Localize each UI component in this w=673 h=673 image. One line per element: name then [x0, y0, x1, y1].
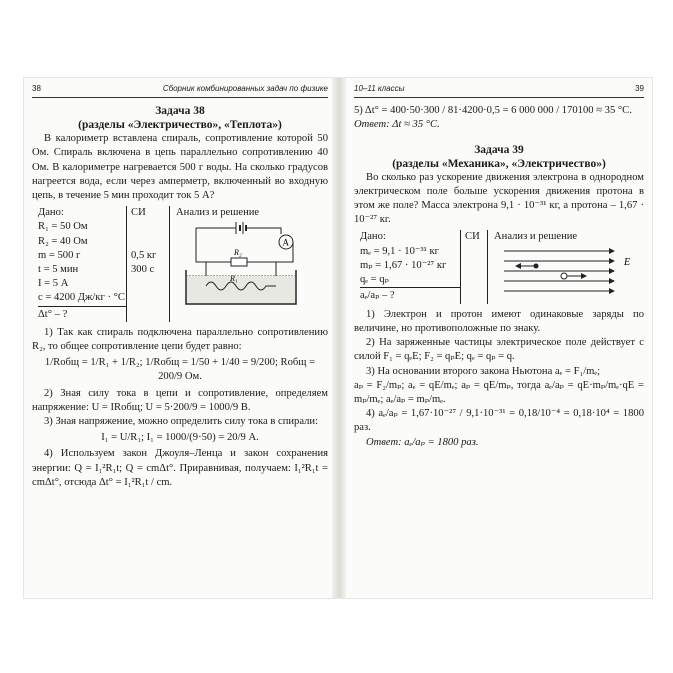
given-item: c = 4200 Дж/кг · °С	[38, 292, 125, 304]
si-header: СИ	[131, 207, 146, 219]
r1-label: R₁	[230, 274, 238, 284]
step-39-4: 4) aₑ/aₚ = 1,67·10⁻²⁷ / 9,1·10⁻³¹ = 0,18/10⁻⁴ = 0,18·10⁴ = 1800 раз.	[354, 408, 644, 434]
given-item: R₂ = 40 Ом	[38, 235, 88, 247]
problem-38-title: Задача 38	[155, 105, 205, 118]
si-item: 300 с	[131, 264, 155, 276]
given-item: qₑ = qₚ	[360, 274, 389, 286]
problem-39-title: Задача 39	[474, 143, 524, 156]
answer-38: Ответ: Δt ≈ 35 °С.	[354, 119, 440, 131]
field-diagram	[494, 245, 644, 299]
step-38-4: 4) Используем закон Джоуля–Ленца и закон сохранения энергии: Q = I₁²R₁t; Q = cmΔt°. Приравнивая, получаем: I₁²R₁t = cmΔt°, отсюда Δt° = I₁²R₁t / cm.	[32, 448, 328, 488]
left-page	[32, 82, 328, 490]
given-item: R₁ = 50 Ом	[38, 221, 88, 233]
step-38-3: 3) Зная напряжение, можно определить силу тока в спирали:	[44, 416, 319, 428]
book-gutter	[332, 78, 346, 598]
circuit-diagram	[176, 220, 326, 308]
analysis-header: Анализ и решение	[176, 207, 260, 219]
problem-38-statement: В калориметр вставлена спираль, сопротивление которой 50 Ом. Спираль включена в цепь параллельно сопротивлению 40 Ом. В калориметре нагревается 500 г воды. На сколько градусов нагреется вода, если через амперметр, включенный во входную цепь, в течение 5 мин проходит ток 5 А?	[32, 133, 328, 202]
left-running-header	[32, 82, 328, 98]
proton-icon	[561, 273, 567, 279]
problem-39-given-table	[354, 230, 644, 303]
given-item: t = 5 мин	[38, 264, 79, 276]
step-38-3-formula: I₁ = U/R₁; I₁ = 1000/(9·50) = 20/9 А.	[101, 432, 259, 444]
step-39-2: 2) На заряженные частицы электрическое поле действует с силой F₁ = qₑE; F₂ = qₚE; qₑ = qₚ = q.	[354, 337, 644, 363]
right-running-header	[354, 82, 644, 98]
step-39-1: 1) Электрон и протон имеют одинаковые заряды по величине, но противоположные по знаку.	[354, 308, 644, 335]
step-39-3b: aₚ = F₂/mₚ; aₑ = qE/mₑ; aₚ = qE/mₚ, тогда aₑ/aₚ = qE·mₚ/mₑ·qE = mₚ/mₑ; aₑ/aₚ = mₚ/mₑ.	[354, 379, 644, 406]
analysis-header: Анализ и решение	[494, 231, 578, 243]
given-header: Дано:	[38, 207, 64, 219]
resistor-r2-icon	[231, 258, 247, 266]
field-label: E	[624, 256, 631, 268]
right-page-number: 39	[635, 84, 644, 93]
problem-38-subtitle: (разделы «Электричество», «Теплота»)	[78, 119, 282, 132]
step-38-5: 5) Δt° = 400·50·300 / 81·4200·0,5 = 6 000 000 / 170100 ≈ 35 °С.	[354, 105, 632, 117]
problem-39-subtitle: (разделы «Механика», «Электричество»)	[392, 157, 606, 170]
find-item: aₑ/aₚ – ?	[360, 287, 460, 303]
given-header: Дано:	[360, 231, 386, 243]
r2-label: R₂	[234, 248, 242, 258]
step-38-2: 2) Зная силу тока в цепи и сопротивление, определяем напряжение: U = IRобщ; U = 5·200/9 = 1000/9 В.	[32, 387, 328, 413]
si-header: СИ	[465, 231, 480, 243]
step-38-1-formula: 1/Rобщ = 1/R₁ + 1/R₂; 1/Rобщ = 1/50 + 1/40 = 9/200; Rобщ = 200/9 Ом.	[44, 357, 316, 383]
left-header-title: Сборник комбинированных задач по физике	[162, 84, 328, 93]
step-38-1: 1) Так как спираль подключена параллельно сопротивлению R₂, то общее сопротивление цепи будет равно:	[32, 326, 328, 353]
si-item: 0,5 кг	[131, 249, 157, 261]
left-page-number: 38	[32, 84, 41, 93]
given-item: mₚ = 1,67 · 10⁻²⁷ кг	[360, 259, 447, 271]
given-item: m = 500 г	[38, 249, 81, 261]
electron-icon	[534, 263, 539, 268]
step-39-3: 3) На основании второго закона Ньютона aₑ = F₁/mₑ;	[366, 365, 601, 377]
problem-39-statement: Во сколько раз ускорение движения электрона в однородном электрическом поле больше ускорения движения протона в этом же поле? Масса электрона 9,1 · 10⁻³¹ кг, а протона – 1,67 · 10⁻²⁷ кг.	[354, 171, 644, 226]
ammeter-label: A	[282, 237, 289, 248]
right-page	[354, 82, 644, 450]
given-item: mₑ = 9,1 · 10⁻³¹ кг	[360, 245, 439, 257]
right-header-title: 10–11 классы	[354, 84, 405, 93]
answer-39: Ответ: aₑ/aₚ = 1800 раз.	[366, 436, 479, 448]
find-item: Δt° – ?	[38, 306, 126, 322]
given-item: I = 5 А	[38, 278, 69, 290]
problem-38-given-table	[32, 206, 328, 322]
